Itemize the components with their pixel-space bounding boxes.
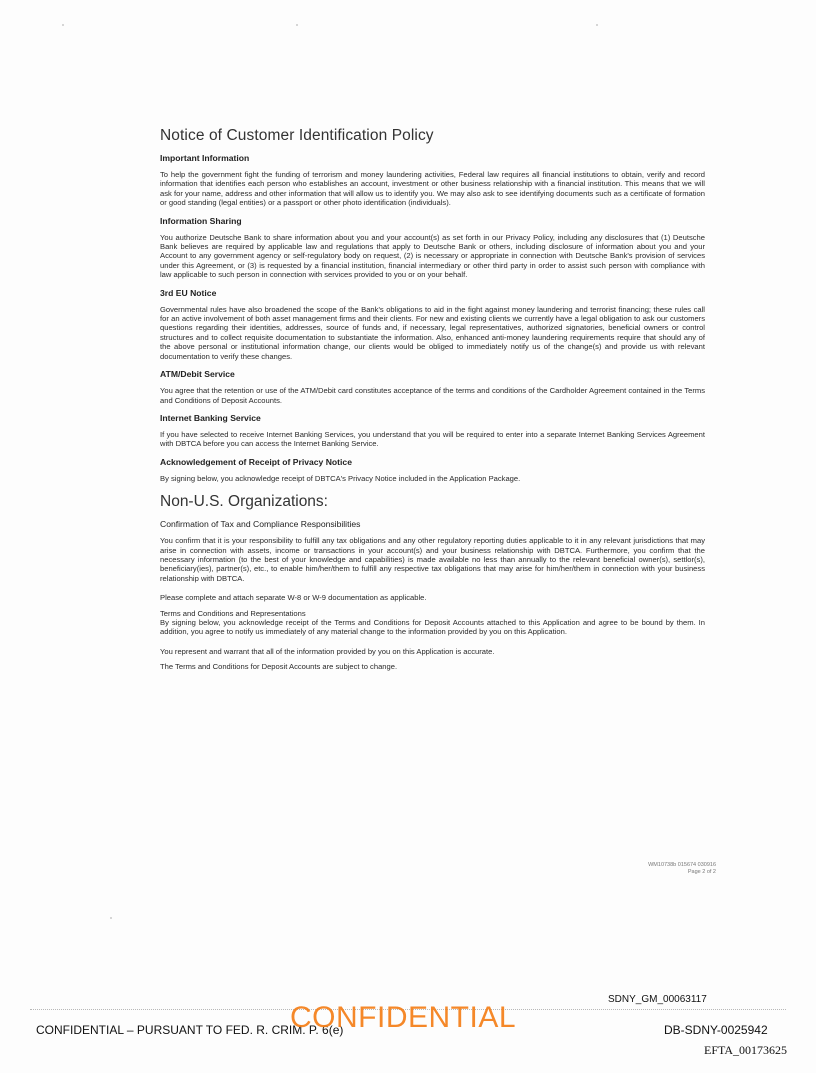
section-body-privacy-notice: By signing below, you acknowledge receipt of DBTCA's Privacy Notice included in the Application Package. xyxy=(160,473,521,483)
page-number-block xyxy=(606,862,716,876)
bates-number-right: DB-SDNY-0025942 xyxy=(664,1023,768,1037)
efta-number: EFTA_00173625 xyxy=(704,1043,788,1057)
scan-speck xyxy=(296,24,298,26)
section-body-3rd-eu-notice: Governmental rules have also broadened the scope of the Bank's obligations to aid in the fight against money laundering and terrorist financing; these rules call for an active involvement of both asset management firms and their clients. For new and existing clients we currently have a legal obligation to ask our customers questions regarding their identities, addresses, source of funds and, if necessary, legal representatives, authorized signatories, beneficial owners or control structures and to collect requisite documentation to substantiate the information. Also, enhanced anti-money laundering requirements require that should any of the above personal or institutional information change, our clients would be obliged to immediately notify us of the change(s) and provide us with relevant documentation to verify these changes. xyxy=(160,304,705,361)
page-title: Notice of Customer Identification Policy xyxy=(160,127,434,144)
section-heading-information-sharing: Information Sharing xyxy=(160,215,242,226)
policy-notice xyxy=(160,127,705,678)
page-code: WM10738b 015674 030916 xyxy=(648,862,716,868)
page-number: Page 2 of 2 xyxy=(687,869,716,875)
w8-note: Please complete and attach separate W-8 or W-9 documentation as applicable. xyxy=(160,593,427,603)
non-us-title: Non-U.S. Organizations: xyxy=(160,493,328,511)
section-heading-atm-debit: ATM/Debit Service xyxy=(160,369,235,380)
terms-heading: Terms and Conditions and Representations xyxy=(160,608,306,618)
section-body-information-sharing: You authorize Deutsche Bank to share information about you and your account(s) as set forth in our Privacy Policy, including any disclosures that (1) Deutsche Bank believes are required by applicable law and regulations that apply to Deutsche Bank or others, including disclosure of information about you and your Account to any government agency or self-regulatory body on request, (2) is necessary or appropriate in connection with Deutsche Bank's provision of services under this Agreement, or (3) is requested by a financial institution, financial intermediary or other third party in order to assist such person with compliance with law applicable to such person in connection with services provided to you or on your behalf. xyxy=(160,232,705,280)
bates-number-top: SDNY_GM_00063117 xyxy=(608,994,707,1005)
section-heading-3rd-eu-notice: 3rd EU Notice xyxy=(160,287,217,298)
scan-speck xyxy=(596,24,598,26)
confirmation-body: You confirm that it is your responsibility to fulfill any tax obligations and any other regulatory reporting duties applicable to it in any relevant jurisdictions that may arise in connection with assets, income or transactions in your account(s) and your business relationship with DBTCA. Furthermore, you confirm that the necessary information (to the best of your knowledge and capabilities) is made available no less than annually to the relevant beneficial owner(s), settlor(s), beneficiary(ies), partner(s), etc., to enable him/her/them to fulfill any respective tax obligations that may arise for him/her/them in connection with your business relationship with DBTCA. xyxy=(160,536,705,583)
terms-body: By signing below, you acknowledge receipt of the Terms and Conditions for Deposit Accounts attached to this Application and agree to be bound by them. In addition, you agree to notify us immediately of any material change to the information provided by you on this Application. xyxy=(160,617,705,637)
scan-speck xyxy=(110,917,112,919)
confidential-stamp: CONFIDENTIAL xyxy=(290,1001,517,1034)
section-heading-important-information: Important Information xyxy=(160,153,250,163)
section-body-important-information: To help the government fight the funding of terrorism and money laundering activities, Federal law requires all financial institutions to obtain, verify and record information that identifies each person who establishes an account, investment or other business relationship with a financial institution. This means that we will ask for your name, address and other information that will allow us to identify you. We may also ask to see identifying documents such as a certificate of formation or good standing (legal entities) or a passport or other photo identification (individuals). xyxy=(160,170,705,208)
section-body-internet-banking: If you have selected to receive Internet Banking Services, you understand that you will be required to enter into a separate Internet Banking Services Agreement with DBTCA before you can access the Internet Banking Service. xyxy=(160,429,705,449)
scan-speck xyxy=(62,24,64,26)
section-heading-privacy-notice: Acknowledgement of Receipt of Privacy Notice xyxy=(160,456,352,467)
represent-statement: You represent and warrant that all of the information provided by you on this Application is accurate. xyxy=(160,646,495,656)
confidential-notice: CONFIDENTIAL – PURSUANT TO FED. R. CRIM. P. 6(e) xyxy=(36,1023,344,1037)
subject-to-change-statement: The Terms and Conditions for Deposit Accounts are subject to change. xyxy=(160,662,398,672)
section-body-atm-debit: You agree that the retention or use of the ATM/Debit card constitutes acceptance of the terms and conditions of the Cardholder Agreement contained in the Terms and Conditions of Deposit Accounts. xyxy=(160,386,705,405)
confirmation-heading: Confirmation of Tax and Compliance Responsibilities xyxy=(160,519,361,530)
section-heading-internet-banking: Internet Banking Service xyxy=(160,412,261,423)
